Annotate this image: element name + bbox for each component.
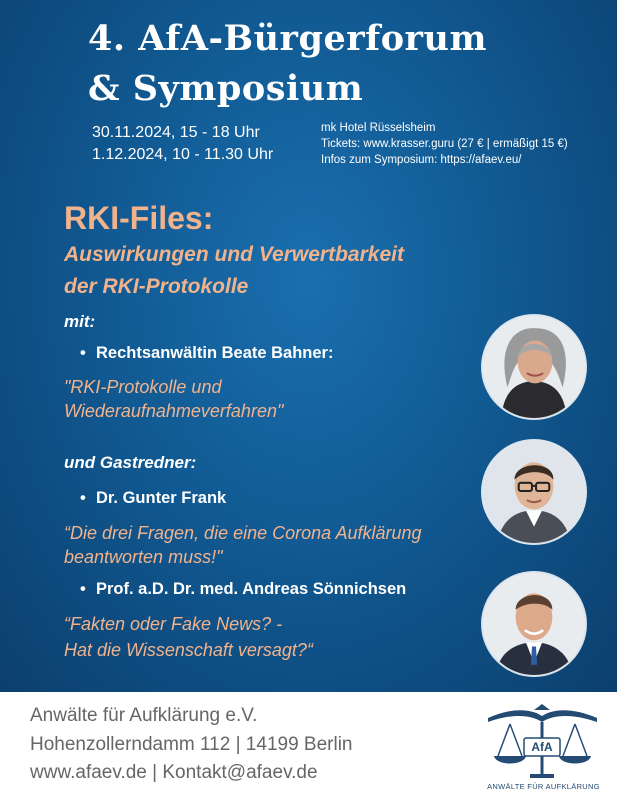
bullet: • bbox=[80, 344, 86, 362]
footer-organization: Anwälte für Aufklärung e.V. bbox=[30, 705, 258, 726]
footer-contact: www.afaev.de | Kontakt@afaev.de bbox=[30, 762, 318, 783]
topic-title: RKI-Files: bbox=[64, 200, 214, 236]
speaker-1-quote-line1: "RKI-Protokolle und bbox=[64, 377, 222, 397]
with-label: mit: bbox=[64, 312, 96, 331]
topic-subtitle-line2: der RKI-Protokolle bbox=[64, 275, 249, 298]
logo-wordmark: AfA bbox=[531, 740, 553, 754]
speaker-1-portrait bbox=[483, 316, 585, 418]
bullet: • bbox=[80, 489, 86, 507]
speaker-3-name: Prof. a.D. Dr. med. Andreas Sönnichsen bbox=[96, 580, 407, 598]
topic-subtitle-line1: Auswirkungen und Verwertbarkeit bbox=[64, 243, 404, 266]
event-title-line2: & Symposium bbox=[88, 68, 364, 109]
speaker-2-name: Dr. Gunter Frank bbox=[96, 489, 227, 507]
speaker-3 bbox=[80, 580, 406, 599]
speaker-2-quote-line2: beantworten muss!" bbox=[64, 547, 223, 567]
event-title-line1: 4. AfA-Bürgerforum bbox=[88, 18, 487, 59]
guest-speakers-label: und Gastredner: bbox=[64, 453, 197, 472]
woman-portrait-icon bbox=[483, 316, 585, 418]
speaker-1-quote-line2: Wiederaufnahmeverfahren" bbox=[64, 401, 284, 421]
man-portrait-icon bbox=[483, 573, 585, 675]
speaker-3-portrait bbox=[483, 573, 585, 675]
speaker-2-quote-line1: “Die drei Fragen, die eine Corona Aufklärung bbox=[64, 523, 422, 543]
footer-address: Hohenzollerndamm 112 | 14199 Berlin bbox=[30, 734, 353, 755]
man-glasses-portrait-icon bbox=[483, 441, 585, 543]
event-tickets: Tickets: www.krasser.guru (27 € | ermäßigt 15 €) bbox=[321, 138, 568, 150]
bullet: • bbox=[80, 580, 86, 598]
event-venue: mk Hotel Rüsselsheim bbox=[321, 122, 436, 134]
event-date-2: 1.12.2024, 10 - 11.30 Uhr bbox=[92, 146, 274, 163]
speaker-2-portrait bbox=[483, 441, 585, 543]
speaker-3-quote-line2: Hat die Wissenschaft versagt?“ bbox=[64, 640, 313, 660]
logo-caption: ANWÄLTE FÜR AUFKLÄRUNG bbox=[487, 782, 600, 791]
speaker-2 bbox=[80, 489, 226, 508]
speaker-1 bbox=[80, 344, 333, 363]
event-date-1: 30.11.2024, 15 - 18 Uhr bbox=[92, 124, 260, 141]
speaker-3-quote-line1: “Fakten oder Fake News? - bbox=[64, 614, 283, 634]
speaker-1-name: Rechtsanwältin Beate Bahner: bbox=[96, 344, 334, 362]
event-info-link: Infos zum Symposium: https://afaev.eu/ bbox=[321, 154, 522, 166]
